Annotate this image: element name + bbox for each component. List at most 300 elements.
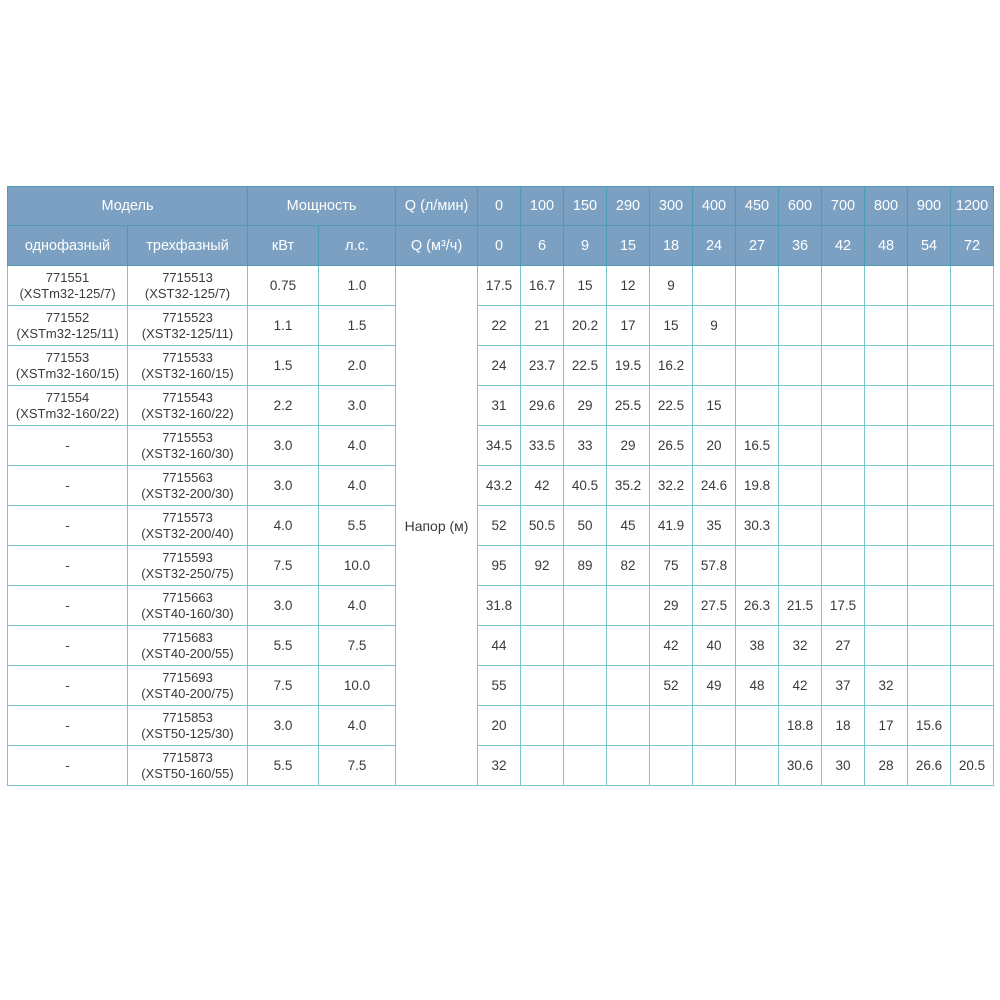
head-value-cell: 24 — [478, 346, 521, 386]
head-value-cell — [908, 546, 951, 586]
table-row — [8, 666, 994, 706]
model-three-name: (XST32-160/30) — [141, 445, 234, 461]
head-value-cell — [564, 706, 607, 746]
model-single-code: 771554 — [45, 389, 90, 405]
head-value-cell — [865, 386, 908, 426]
model-single-cell — [8, 506, 128, 546]
head-value-cell — [865, 586, 908, 626]
kw-cell: 7.5 — [248, 666, 319, 706]
head-value-cell — [951, 426, 994, 466]
head-value-cell — [607, 746, 650, 786]
head-value-cell: 42 — [650, 626, 693, 666]
head-value-cell: 35.2 — [607, 466, 650, 506]
head-value-cell — [779, 506, 822, 546]
head-value-cell — [822, 346, 865, 386]
model-single-name: (XSTm32-125/11) — [16, 325, 119, 341]
head-value-cell — [693, 706, 736, 746]
head-value-cell: 28 — [865, 746, 908, 786]
head-meters-cell: Напор (м) — [396, 266, 478, 786]
head-value-cell — [607, 706, 650, 746]
model-three-cell — [128, 626, 248, 666]
table-row — [8, 546, 994, 586]
three-phase-header: трехфазный — [128, 226, 248, 266]
flow-m3h-col: 72 — [951, 226, 994, 266]
kw-cell: 4.0 — [248, 506, 319, 546]
head-value-cell: 18.8 — [779, 706, 822, 746]
head-value-cell — [564, 626, 607, 666]
head-value-cell — [908, 466, 951, 506]
kw-cell: 2.2 — [248, 386, 319, 426]
head-value-cell: 95 — [478, 546, 521, 586]
hp-cell: 10.0 — [319, 666, 396, 706]
head-value-cell: 21 — [521, 306, 564, 346]
model-three-code: 7715873 — [162, 749, 213, 765]
model-single-cell — [8, 386, 128, 426]
head-value-cell — [951, 386, 994, 426]
model-three-cell — [128, 346, 248, 386]
flow-m3h-col: 48 — [865, 226, 908, 266]
head-value-cell — [607, 626, 650, 666]
model-three-code: 7715553 — [162, 429, 213, 445]
model-three-code: 7715693 — [162, 669, 213, 685]
model-single-code: - — [65, 637, 70, 653]
head-value-cell — [779, 386, 822, 426]
flow-lmin-col: 600 — [779, 187, 822, 226]
head-value-cell: 48 — [736, 666, 779, 706]
flow-lmin-col: 450 — [736, 187, 779, 226]
model-three-code: 7715563 — [162, 469, 213, 485]
model-three-cell — [128, 386, 248, 426]
head-value-cell — [865, 426, 908, 466]
model-three-code: 7715853 — [162, 709, 213, 725]
head-value-cell — [865, 266, 908, 306]
head-value-cell — [908, 666, 951, 706]
head-value-cell: 20 — [478, 706, 521, 746]
head-value-cell — [779, 546, 822, 586]
head-value-cell — [951, 706, 994, 746]
head-value-cell: 82 — [607, 546, 650, 586]
table-row — [8, 426, 994, 466]
model-single-code: - — [65, 597, 70, 613]
flow-lmin-col: 800 — [865, 187, 908, 226]
head-value-cell: 32 — [779, 626, 822, 666]
model-three-name: (XST50-125/30) — [141, 725, 234, 741]
model-three-cell — [128, 306, 248, 346]
head-value-cell — [951, 506, 994, 546]
head-value-cell — [650, 706, 693, 746]
model-three-name: (XST32-125/11) — [141, 325, 234, 341]
kw-cell: 5.5 — [248, 746, 319, 786]
head-value-cell — [693, 746, 736, 786]
model-three-name: (XST50-160/55) — [141, 765, 234, 781]
head-value-cell — [693, 266, 736, 306]
model-three-cell — [128, 746, 248, 786]
model-three-code: 7715543 — [162, 389, 213, 405]
model-single-cell — [8, 466, 128, 506]
head-value-cell — [865, 466, 908, 506]
head-value-cell — [822, 426, 865, 466]
model-single-code: 771552 — [45, 309, 90, 325]
head-value-cell: 35 — [693, 506, 736, 546]
single-phase-header: однофазный — [8, 226, 128, 266]
model-single-code: - — [65, 757, 70, 773]
head-value-cell: 43.2 — [478, 466, 521, 506]
model-single-code: - — [65, 477, 70, 493]
head-value-cell: 16.7 — [521, 266, 564, 306]
head-value-cell: 22.5 — [650, 386, 693, 426]
head-value-cell: 17.5 — [478, 266, 521, 306]
flow-lmin-col: 0 — [478, 187, 521, 226]
model-single-code: - — [65, 717, 70, 733]
hp-cell: 4.0 — [319, 586, 396, 626]
head-value-cell — [865, 546, 908, 586]
head-value-cell: 9 — [650, 266, 693, 306]
model-three-name: (XST32-200/40) — [141, 525, 234, 541]
head-value-cell — [822, 506, 865, 546]
table-row — [8, 306, 994, 346]
model-three-code: 7715523 — [162, 309, 213, 325]
head-value-cell: 34.5 — [478, 426, 521, 466]
head-value-cell — [908, 306, 951, 346]
head-value-cell: 45 — [607, 506, 650, 546]
hp-cell: 2.0 — [319, 346, 396, 386]
head-value-cell: 30.3 — [736, 506, 779, 546]
head-value-cell: 20.5 — [951, 746, 994, 786]
head-value-cell — [822, 466, 865, 506]
head-value-cell: 37 — [822, 666, 865, 706]
head-value-cell: 50.5 — [521, 506, 564, 546]
head-value-cell — [607, 666, 650, 706]
head-value-cell — [736, 346, 779, 386]
head-value-cell: 32 — [478, 746, 521, 786]
model-three-name: (XST32-160/22) — [141, 405, 234, 421]
head-value-cell: 42 — [779, 666, 822, 706]
head-value-cell — [908, 346, 951, 386]
flow-m3h-col: 6 — [521, 226, 564, 266]
hp-cell: 4.0 — [319, 426, 396, 466]
head-value-cell — [521, 586, 564, 626]
head-value-cell — [951, 666, 994, 706]
flow-lmin-col: 100 — [521, 187, 564, 226]
head-value-cell — [951, 266, 994, 306]
flow-m3h-col: 24 — [693, 226, 736, 266]
head-value-cell: 52 — [650, 666, 693, 706]
head-value-cell: 20 — [693, 426, 736, 466]
head-value-cell — [951, 626, 994, 666]
head-value-cell — [865, 306, 908, 346]
flow-m3h-col: 36 — [779, 226, 822, 266]
head-value-cell — [521, 746, 564, 786]
model-three-code: 7715533 — [162, 349, 213, 365]
head-value-cell — [736, 306, 779, 346]
model-single-code: 771551 — [45, 269, 90, 285]
head-value-cell: 22.5 — [564, 346, 607, 386]
head-value-cell — [521, 626, 564, 666]
head-value-cell: 33.5 — [521, 426, 564, 466]
flow-m3h-col: 54 — [908, 226, 951, 266]
head-value-cell — [736, 706, 779, 746]
kw-cell: 3.0 — [248, 466, 319, 506]
head-value-cell — [865, 346, 908, 386]
power-group-header: Мощность — [248, 187, 396, 226]
flow-lmin-col: 400 — [693, 187, 736, 226]
model-three-code: 7715683 — [162, 629, 213, 645]
model-three-code: 7715593 — [162, 549, 213, 565]
head-value-cell: 26.5 — [650, 426, 693, 466]
model-three-name: (XST40-200/55) — [141, 645, 234, 661]
model-three-name: (XST32-200/30) — [141, 485, 234, 501]
kw-cell: 3.0 — [248, 706, 319, 746]
model-single-cell — [8, 346, 128, 386]
model-single-code: - — [65, 437, 70, 453]
flow-lmin-label: Q (л/мин) — [396, 187, 478, 226]
head-value-cell — [822, 266, 865, 306]
head-value-cell — [908, 586, 951, 626]
head-value-cell — [736, 266, 779, 306]
model-single-code: - — [65, 557, 70, 573]
model-single-name: (XSTm32-125/7) — [19, 285, 116, 301]
model-three-cell — [128, 426, 248, 466]
kw-cell: 0.75 — [248, 266, 319, 306]
head-value-cell: 38 — [736, 626, 779, 666]
model-single-code: 771553 — [45, 349, 90, 365]
kw-cell: 1.5 — [248, 346, 319, 386]
flow-m3h-col: 27 — [736, 226, 779, 266]
model-single-cell — [8, 586, 128, 626]
kw-cell: 3.0 — [248, 586, 319, 626]
hp-cell: 10.0 — [319, 546, 396, 586]
flow-lmin-col: 290 — [607, 187, 650, 226]
head-value-cell — [822, 386, 865, 426]
head-value-cell: 9 — [693, 306, 736, 346]
hp-header: л.с. — [319, 226, 396, 266]
table-row — [8, 746, 994, 786]
head-value-cell — [951, 466, 994, 506]
model-three-cell — [128, 546, 248, 586]
head-value-cell — [607, 586, 650, 626]
head-value-cell — [951, 346, 994, 386]
table-row — [8, 586, 994, 626]
head-value-cell: 22 — [478, 306, 521, 346]
head-value-cell: 32.2 — [650, 466, 693, 506]
head-value-cell: 33 — [564, 426, 607, 466]
head-value-cell: 26.6 — [908, 746, 951, 786]
table-row — [8, 506, 994, 546]
head-value-cell — [908, 426, 951, 466]
flow-m3h-col: 42 — [822, 226, 865, 266]
model-single-cell — [8, 426, 128, 466]
head-value-cell: 89 — [564, 546, 607, 586]
head-value-cell: 29 — [607, 426, 650, 466]
head-value-cell: 17 — [865, 706, 908, 746]
header-row-groups — [8, 187, 994, 226]
model-single-cell — [8, 546, 128, 586]
model-single-name: (XSTm32-160/22) — [15, 405, 120, 421]
model-single-name: (XSTm32-160/15) — [15, 365, 120, 381]
head-value-cell: 52 — [478, 506, 521, 546]
hp-cell: 4.0 — [319, 706, 396, 746]
model-group-header: Модель — [8, 187, 248, 226]
head-value-cell: 29 — [564, 386, 607, 426]
flow-m3h-col: 18 — [650, 226, 693, 266]
model-three-cell — [128, 466, 248, 506]
head-value-cell — [736, 746, 779, 786]
head-value-cell: 50 — [564, 506, 607, 546]
model-three-cell — [128, 666, 248, 706]
head-value-cell — [736, 386, 779, 426]
head-value-cell — [521, 666, 564, 706]
kw-header: кВт — [248, 226, 319, 266]
pump-spec-table — [7, 186, 994, 786]
model-three-name: (XST32-160/15) — [141, 365, 234, 381]
model-three-code: 7715513 — [162, 269, 213, 285]
hp-cell: 4.0 — [319, 466, 396, 506]
head-value-cell — [779, 466, 822, 506]
head-value-cell — [779, 306, 822, 346]
head-value-cell: 15 — [564, 266, 607, 306]
head-value-cell: 16.2 — [650, 346, 693, 386]
table-row — [8, 706, 994, 746]
head-value-cell: 30.6 — [779, 746, 822, 786]
head-value-cell: 49 — [693, 666, 736, 706]
head-value-cell — [564, 746, 607, 786]
head-value-cell: 16.5 — [736, 426, 779, 466]
table-row — [8, 466, 994, 506]
table-header — [8, 187, 994, 266]
model-single-cell — [8, 746, 128, 786]
flow-lmin-col: 900 — [908, 187, 951, 226]
model-three-cell — [128, 266, 248, 306]
kw-cell: 7.5 — [248, 546, 319, 586]
header-row-subcolumns — [8, 226, 994, 266]
table-row — [8, 386, 994, 426]
table-body — [8, 266, 994, 786]
head-value-cell: 42 — [521, 466, 564, 506]
head-value-cell: 92 — [521, 546, 564, 586]
head-value-cell: 17.5 — [822, 586, 865, 626]
table-row — [8, 346, 994, 386]
head-value-cell: 31.8 — [478, 586, 521, 626]
head-value-cell — [822, 546, 865, 586]
head-value-cell — [951, 306, 994, 346]
hp-cell: 1.0 — [319, 266, 396, 306]
model-three-name: (XST32-125/7) — [144, 285, 231, 301]
head-value-cell — [865, 506, 908, 546]
flow-lmin-col: 150 — [564, 187, 607, 226]
flow-m3h-label: Q (м³/ч) — [396, 226, 478, 266]
head-value-cell — [650, 746, 693, 786]
head-value-cell — [951, 586, 994, 626]
head-value-cell: 40.5 — [564, 466, 607, 506]
flow-lmin-col: 1200 — [951, 187, 994, 226]
flow-m3h-col: 9 — [564, 226, 607, 266]
head-value-cell — [564, 666, 607, 706]
model-single-cell — [8, 266, 128, 306]
flow-lmin-col: 300 — [650, 187, 693, 226]
hp-cell: 1.5 — [319, 306, 396, 346]
head-value-cell — [693, 346, 736, 386]
head-value-cell: 44 — [478, 626, 521, 666]
model-single-cell — [8, 706, 128, 746]
head-value-cell — [779, 266, 822, 306]
head-value-cell: 40 — [693, 626, 736, 666]
head-value-cell — [951, 546, 994, 586]
model-three-cell — [128, 586, 248, 626]
head-value-cell: 57.8 — [693, 546, 736, 586]
model-single-cell — [8, 306, 128, 346]
model-single-code: - — [65, 677, 70, 693]
flow-m3h-col: 15 — [607, 226, 650, 266]
model-three-cell — [128, 506, 248, 546]
model-single-cell — [8, 666, 128, 706]
head-value-cell: 15.6 — [908, 706, 951, 746]
flow-lmin-col: 700 — [822, 187, 865, 226]
head-value-cell — [822, 306, 865, 346]
head-value-cell: 29.6 — [521, 386, 564, 426]
head-value-cell: 27.5 — [693, 586, 736, 626]
head-value-cell: 55 — [478, 666, 521, 706]
head-value-cell: 19.5 — [607, 346, 650, 386]
head-value-cell: 15 — [650, 306, 693, 346]
model-three-name: (XST32-250/75) — [141, 565, 234, 581]
model-single-cell — [8, 626, 128, 666]
head-value-cell: 32 — [865, 666, 908, 706]
head-value-cell — [908, 266, 951, 306]
head-value-cell — [908, 506, 951, 546]
head-value-cell: 19.8 — [736, 466, 779, 506]
head-value-cell: 29 — [650, 586, 693, 626]
head-value-cell — [779, 346, 822, 386]
head-value-cell: 18 — [822, 706, 865, 746]
kw-cell: 1.1 — [248, 306, 319, 346]
head-value-cell — [865, 626, 908, 666]
hp-cell: 5.5 — [319, 506, 396, 546]
hp-cell: 7.5 — [319, 746, 396, 786]
head-value-cell: 24.6 — [693, 466, 736, 506]
head-value-cell — [564, 586, 607, 626]
head-value-cell: 12 — [607, 266, 650, 306]
hp-cell: 3.0 — [319, 386, 396, 426]
head-value-cell — [908, 386, 951, 426]
model-three-name: (XST40-200/75) — [141, 685, 234, 701]
model-three-code: 7715573 — [162, 509, 213, 525]
head-value-cell — [779, 426, 822, 466]
head-value-cell — [521, 706, 564, 746]
flow-m3h-col: 0 — [478, 226, 521, 266]
table-row — [8, 266, 994, 306]
head-value-cell: 31 — [478, 386, 521, 426]
head-value-cell: 25.5 — [607, 386, 650, 426]
head-value-cell: 21.5 — [779, 586, 822, 626]
table-row — [8, 626, 994, 666]
head-value-cell: 41.9 — [650, 506, 693, 546]
head-value-cell: 26.3 — [736, 586, 779, 626]
kw-cell: 5.5 — [248, 626, 319, 666]
hp-cell: 7.5 — [319, 626, 396, 666]
model-three-code: 7715663 — [162, 589, 213, 605]
model-three-name: (XST40-160/30) — [141, 605, 234, 621]
head-value-cell — [908, 626, 951, 666]
head-value-cell — [736, 546, 779, 586]
kw-cell: 3.0 — [248, 426, 319, 466]
model-single-code: - — [65, 517, 70, 533]
head-value-cell: 30 — [822, 746, 865, 786]
head-value-cell: 27 — [822, 626, 865, 666]
head-value-cell: 20.2 — [564, 306, 607, 346]
head-value-cell: 15 — [693, 386, 736, 426]
head-value-cell: 17 — [607, 306, 650, 346]
head-value-cell: 23.7 — [521, 346, 564, 386]
